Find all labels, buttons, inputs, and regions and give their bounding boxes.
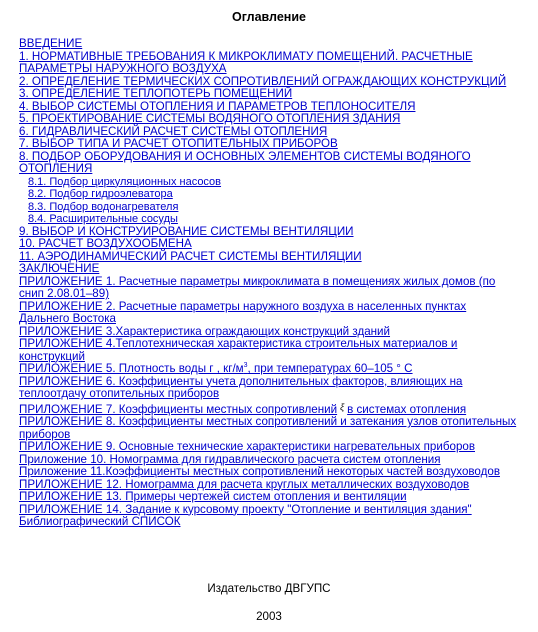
toc-link[interactable] (19, 440, 475, 453)
toc-item (19, 301, 519, 326)
toc-link-text: Приложение 10. Номограмма для гидравлического расчета систем отопления (19, 452, 441, 466)
toc-link[interactable] (19, 50, 473, 76)
toc-link-text: 8. ПОДБОР ОБОРУДОВАНИЯ И ОСНОВНЫХ ЭЛЕМЕНТОВ СИСТЕМЫ ВОДЯНОГО ОТОПЛЕНИЯ (19, 149, 471, 175)
toc-item (19, 516, 519, 529)
toc-link-text: 6. ГИДРАВЛИЧЕСКИЙ РАСЧЕТ СИСТЕМЫ ОТОПЛЕНИЯ (19, 124, 328, 138)
toc-link-text: 3. ОПРЕДЕЛЕНИЕ ТЕПЛОПОТЕРЬ ПОМЕЩЕНИЙ (19, 87, 293, 100)
toc-link[interactable] (19, 87, 292, 100)
toc-link-text: 8.2. Подбор гидроэлеватора (28, 188, 173, 200)
toc-link-text: 5. ПРОЕКТИРОВАНИЕ СИСТЕМЫ ВОДЯНОГО ОТОПЛЕНИЯ ЗДАНИЯ (19, 112, 401, 125)
toc-item (19, 276, 519, 301)
toc-link-text: ПРИЛОЖЕНИЕ 2. Расчетные параметры наружного воздуха в населенных пунктах Дальнего Востока (19, 299, 467, 325)
toc-link[interactable] (19, 515, 181, 528)
toc-link-text: 2. ОПРЕДЕЛЕНИЕ ТЕРМИЧЕСКИХ СОПРОТИВЛЕНИЙ ОГРАЖДАЮЩИХ КОНСТРУКЦИЙ (19, 74, 507, 88)
toc-link[interactable] (19, 225, 354, 238)
toc-link[interactable] (19, 453, 441, 466)
toc-link-text: 8.4. Расширительные сосуды (28, 213, 178, 225)
toc-link-text: ПРИЛОЖЕНИЕ 12. Номограмма для расчета круглых металлических воздуховодов (19, 477, 470, 491)
toc-link[interactable] (28, 176, 221, 188)
toc-link-text: Библиографический СПИСОК (19, 515, 181, 528)
publication-year: 2003 (256, 610, 282, 623)
xi-symbol-icon: ξ (340, 401, 345, 412)
page-title: Оглавление (232, 10, 306, 24)
toc-link-text: 4. ВЫБОР СИСТЕМЫ ОТОПЛЕНИЯ И ПАРАМЕТРОВ ТЕПЛОНОСИТЕЛЯ (19, 99, 416, 113)
toc-subsection-item (19, 188, 519, 201)
toc-subsection-item (19, 176, 519, 189)
table-of-contents (19, 38, 519, 529)
toc-link-text: ПРИЛОЖЕНИЕ 6. Коэффициенты учета дополнительных факторов, влияющих на теплоотдачу отопительных приборов (19, 374, 463, 400)
toc-link[interactable] (28, 201, 178, 213)
toc-link-text: ПРИЛОЖЕНИЕ 8. Коэффициенты местных сопротивлений и затекания узлов отопительных приборов (19, 415, 517, 441)
toc-link[interactable] (19, 262, 99, 275)
toc-subsection-item (19, 201, 519, 214)
toc-link[interactable] (19, 112, 400, 125)
toc-link-text: ПРИЛОЖЕНИЕ 1. Расчетные параметры микроклимата в помещениях жилых домов (по снип 2.08.01–89) (19, 274, 496, 300)
toc-link[interactable] (19, 250, 362, 263)
toc-item (19, 376, 519, 401)
toc-link[interactable] (19, 478, 469, 491)
toc-link-text: ВВЕДЕНИЕ (19, 37, 83, 50)
toc-link[interactable] (19, 337, 457, 363)
toc-link[interactable] (19, 503, 472, 516)
toc-link-text: Приложение 11.Коэффициенты местных сопротивлений некоторых частей воздуховодов (19, 465, 500, 478)
toc-link[interactable] (19, 465, 500, 478)
toc-link[interactable] (19, 403, 337, 416)
toc-link[interactable] (19, 362, 413, 375)
toc-link[interactable] (19, 100, 415, 113)
toc-link-text: ПРИЛОЖЕНИЕ 5. Плотность воды г , кг/м (19, 362, 244, 375)
toc-link[interactable] (19, 75, 506, 88)
toc-link-text: 10. РАСЧЕТ ВОЗДУХООБМЕНА (19, 237, 192, 250)
superscript: 3 (243, 362, 248, 370)
toc-link[interactable] (19, 300, 466, 326)
toc-link[interactable] (19, 150, 471, 176)
toc-link-continuation[interactable]: в системах отопления (347, 402, 467, 416)
toc-link-text: ПРИЛОЖЕНИЕ 7. Коэффициенты местных сопротивлений (19, 402, 338, 416)
toc-link[interactable] (19, 237, 192, 250)
toc-link[interactable] (19, 137, 338, 150)
toc-item (19, 151, 519, 176)
toc-link-text: ПРИЛОЖЕНИЕ 13. Примеры чертежей систем отопления и вентиляции (19, 490, 407, 503)
toc-link[interactable] (19, 125, 327, 138)
toc-link[interactable] (19, 375, 462, 401)
toc-link[interactable] (19, 490, 407, 503)
toc-link-text: 9. ВЫБОР И КОНСТРУИРОВАНИЕ СИСТЕМЫ ВЕНТИЛЯЦИИ (19, 224, 354, 238)
toc-link-text: ПРИЛОЖЕНИЕ 9. Основные технические характеристики нагревательных приборов (19, 440, 475, 453)
toc-item (19, 338, 519, 363)
toc-link-text: ЗАКЛЮЧЕНИЕ (19, 262, 100, 275)
toc-link[interactable] (28, 188, 173, 200)
toc-link[interactable] (28, 213, 178, 225)
toc-link-text: 8.1. Подбор циркуляционных насосов (28, 175, 222, 188)
toc-link-text: ПРИЛОЖЕНИЕ 14. Задание к курсовому проекту "Отопление и вентиляция здания" (19, 502, 472, 516)
toc-link-text: ПРИЛОЖЕНИЕ 3.Характеристика ограждающих конструкций зданий (19, 324, 391, 338)
toc-link[interactable] (19, 37, 82, 50)
toc-link[interactable] (19, 325, 390, 338)
toc-link-text: 7. ВЫБОР ТИПА И РАСЧЕТ ОТОПИТЕЛЬНЫХ ПРИБОРОВ (19, 137, 338, 150)
toc-link-text: 11. АЭРОДИНАМИЧЕСКИЙ РАСЧЕТ СИСТЕМЫ ВЕНТИЛЯЦИИ (19, 249, 362, 263)
toc-item (19, 416, 519, 441)
toc-item (19, 401, 519, 417)
toc-link-text: 1. НОРМАТИВНЫЕ ТРЕБОВАНИЯ К МИКРОКЛИМАТУ ПОМЕЩЕНИЙ. РАСЧЕТНЫЕ ПАРАМЕТРЫ НАРУЖНОГО ВОЗДУХА (19, 49, 473, 75)
toc-item (19, 51, 519, 76)
toc-link[interactable] (19, 415, 516, 441)
publisher: Издательство ДВГУПС (207, 582, 331, 595)
toc-link-text: 8.3. Подбор водонагревателя (28, 200, 179, 213)
toc-link-text-continuation: , при температурах 60–105 ° С (247, 362, 413, 375)
toc-link-text: ПРИЛОЖЕНИЕ 4.Теплотехническая характеристика строительных материалов и конструкций (19, 337, 458, 363)
toc-link[interactable] (19, 275, 495, 301)
